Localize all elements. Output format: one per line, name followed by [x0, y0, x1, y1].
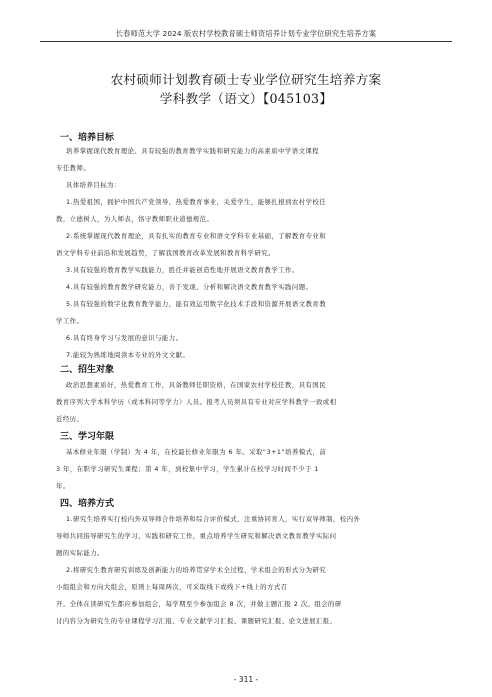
document-subtitle: 学科教学（语文）【045103】 [159, 91, 333, 106]
section-heading-enrollment: 二、招生对象 [60, 365, 115, 375]
paragraph-line: 题的实际能力。 [56, 549, 104, 557]
paragraph-line: 小组组会和方向大组会，原则上每周两次，可采取线下或线下+线上的方式召 [56, 583, 288, 591]
section-heading-study-period: 三、学习年限 [60, 432, 115, 442]
paragraph-line: 2.将研究生教育研究训练及创新能力的培养贯穿学术全过程，学术组会的形式分为研究 [66, 566, 327, 574]
paragraph-line: 年。 [56, 482, 70, 490]
paragraph-line: 培养掌握现代教育理论、具有较强的教育教学实践和研究能力的高素质中学语文课程 [66, 147, 320, 155]
paragraph-line: 开。全体在读研究生都应参加组会，每学期至少参加组会 8 次，并做主题汇报 2 次。组会的研 [56, 600, 342, 608]
paragraph-line: 导师共同指导研究生的学习、实践和研究工作，重点培养学生研究和解决语文教育教学实际问 [56, 532, 337, 540]
paragraph-line: 专任教师。 [56, 164, 91, 172]
paragraph-line: 政治思想素质好，热爱教育工作，具备教师任职资格，在国家农村学校任教，具有国民 [66, 381, 326, 389]
list-item: 3.具有较强的教育教学实践能力，胜任并能创造性地开展语文教育教学工作。 [66, 266, 299, 274]
list-item: 教，立德树人，为人师表，恪守教师职业道德规范。 [56, 215, 214, 223]
list-item: 4.具有较强的教育教学研究能力，善于发现、分析和解决语文教育教学实践问题。 [66, 283, 313, 291]
list-item: 1.热爱祖国，拥护中国共产党领导，热爱教育事业，关爱学生，能够扎根到农村学校任 [66, 198, 327, 206]
paragraph-line: 具体培养目标为： [66, 181, 121, 189]
list-item: 5.具有较强的数字化教育教学能力，能有效运用数字化技术手段和资源开展语文教育教 [66, 300, 327, 308]
page-number: - 311 - [233, 675, 259, 684]
section-heading-training-methods: 四、培养方式 [60, 499, 115, 509]
paragraph-line: 教育序列大学本科学历（或本科同等学力）人员。报考人员须具有专业对应学科教学一致或相 [56, 398, 337, 406]
paragraph-line: 讨内容分为研究生的专业课程学习汇报、专业文献学习汇报、课题研究汇报、论文进展汇报、 [56, 617, 337, 625]
document-title: 农村硕师计划教育硕士专业学位研究生培养方案 [110, 72, 382, 87]
list-item: 语文学科专业前沿和发展趋势，了解我国教育改革发展和教育科学研究。 [56, 249, 275, 257]
paragraph-line: 1.研究生培养实行校内外双导师合作培养和综合评价模式，注重协同育人，实行双导师制，校内外 [66, 515, 361, 523]
list-item: 7.能较为熟练地阅读本专业的外文文献。 [66, 351, 190, 359]
paragraph-line: 3 年，在职学习研究生课程；第 4 年，到校集中学习，学生累计在校学习时间不少于 1 [56, 465, 319, 473]
paragraph-line: 基本修业年限（学制）为 4 年，在校最长修业年限为 6 年。采取“3+1”培养模式，前 [66, 448, 327, 456]
list-item: 学工作。 [56, 317, 84, 325]
section-heading-training-goals: 一、培养目标 [60, 133, 115, 143]
list-item: 6.具有终身学习与发展的意识与能力。 [66, 334, 183, 342]
running-header: 长春师范大学 2024 版农村学校教育硕士师资培养计划专业学位研究生培养方案 [115, 29, 377, 38]
list-item: 2.系统掌握现代教育理论，具有扎实的教育专业和语文学科专业基础，了解教育专业和 [66, 232, 327, 240]
paragraph-line: 近经历。 [56, 415, 84, 423]
header-rule [40, 41, 452, 42]
